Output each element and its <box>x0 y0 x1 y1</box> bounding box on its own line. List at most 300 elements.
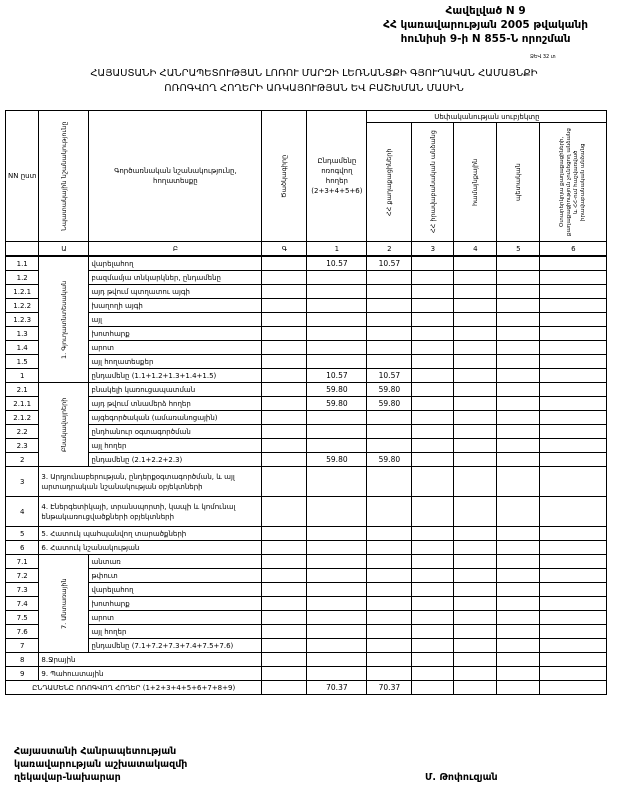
row-number: 1.4 <box>6 341 39 355</box>
value-cell <box>497 256 540 271</box>
code-cell <box>262 383 307 397</box>
value-cell <box>540 583 607 597</box>
value-cell <box>454 625 497 639</box>
row-number: 1.2.1 <box>6 285 39 299</box>
code-cell <box>262 299 307 313</box>
row-label: 3. Արդյունաբերության, ընդերքօգտագործման, և այլ արտադրական նշանակության օբյեկտների <box>39 467 262 497</box>
value-cell <box>262 497 307 527</box>
value-cell <box>497 639 540 653</box>
code-cell <box>262 271 307 285</box>
table-row <box>6 597 607 611</box>
own2-cell <box>367 299 412 313</box>
value-cell <box>540 467 607 497</box>
row-label: 5. Հատուկ պահպանվող տարածքների <box>39 527 262 541</box>
value-cell <box>497 653 540 667</box>
value-cell <box>307 555 367 569</box>
table-row <box>6 583 607 597</box>
value-cell <box>262 597 307 611</box>
value-cell <box>367 639 412 653</box>
code-cell <box>262 313 307 327</box>
row-label: բազմամյա տնկարկներ, ընդամենը <box>89 271 262 285</box>
value-cell <box>540 425 607 439</box>
value-cell <box>412 527 454 541</box>
value-cell <box>454 271 497 285</box>
table-row <box>6 527 607 541</box>
value-cell <box>497 313 540 327</box>
value-cell <box>412 285 454 299</box>
value-cell <box>540 271 607 285</box>
row-label: ընդհանուր օգտագործման <box>89 425 262 439</box>
total-cell <box>307 355 367 369</box>
value-cell <box>412 653 454 667</box>
value-cell <box>540 611 607 625</box>
value-cell <box>497 453 540 467</box>
index-cell: Բ <box>89 242 262 257</box>
row-number: 3 <box>6 467 39 497</box>
value-cell <box>454 527 497 541</box>
row-label: վարելահող <box>89 583 262 597</box>
value-cell <box>454 285 497 299</box>
row-number: 2.1.1 <box>6 397 39 411</box>
value-cell <box>412 583 454 597</box>
header-own3: ՀՀ իրավաբանական անձանց <box>428 130 437 234</box>
value-cell <box>497 467 540 497</box>
row-number: 1.2.3 <box>6 313 39 327</box>
index-cell: 2 <box>367 242 412 257</box>
value-cell <box>454 667 497 681</box>
value-cell <box>412 467 454 497</box>
total-cell <box>307 341 367 355</box>
table-row <box>6 383 607 397</box>
total-cell <box>307 327 367 341</box>
value-cell <box>497 541 540 555</box>
row-label: 6. Հատուկ նշանակության <box>39 541 262 555</box>
value-cell <box>412 597 454 611</box>
value-cell <box>454 383 497 397</box>
value-cell <box>307 597 367 611</box>
value-cell <box>497 341 540 355</box>
value-cell <box>454 397 497 411</box>
value-cell <box>454 411 497 425</box>
row-number: 7.5 <box>6 611 39 625</box>
value-cell <box>262 653 307 667</box>
code-cell <box>262 439 307 453</box>
index-cell <box>6 242 39 257</box>
value-cell <box>454 541 497 555</box>
value-cell <box>454 327 497 341</box>
index-cell: 3 <box>412 242 454 257</box>
total-cell: 70.37 <box>307 681 367 695</box>
code-cell <box>262 341 307 355</box>
value-cell <box>367 611 412 625</box>
value-cell <box>412 667 454 681</box>
value-cell <box>412 681 454 695</box>
table-row <box>6 256 607 271</box>
own2-cell: 59.80 <box>367 383 412 397</box>
value-cell <box>412 497 454 527</box>
total-cell <box>307 271 367 285</box>
table-row <box>6 411 607 425</box>
value-cell <box>540 527 607 541</box>
table-row <box>6 569 607 583</box>
code-cell <box>262 681 307 695</box>
value-cell <box>497 527 540 541</box>
value-cell <box>262 625 307 639</box>
index-cell: 6 <box>540 242 607 257</box>
total-cell: 59.80 <box>307 453 367 467</box>
value-cell <box>540 341 607 355</box>
table-row <box>6 653 607 667</box>
value-cell <box>367 667 412 681</box>
value-cell <box>262 467 307 497</box>
value-cell <box>412 611 454 625</box>
own2-cell <box>367 355 412 369</box>
total-cell: 59.80 <box>307 383 367 397</box>
row-number: 1.2 <box>6 271 39 285</box>
code-cell <box>262 453 307 467</box>
value-cell <box>367 597 412 611</box>
group-label: Բնակավայրերի <box>59 397 68 452</box>
row-label: խոտհարք <box>89 597 262 611</box>
value-cell <box>540 313 607 327</box>
total-cell <box>307 313 367 327</box>
value-cell <box>307 667 367 681</box>
value-cell <box>497 285 540 299</box>
code-cell <box>262 327 307 341</box>
value-cell <box>307 625 367 639</box>
signer-name: Մ. Թոփուզյան <box>425 772 498 783</box>
value-cell <box>540 299 607 313</box>
value-cell <box>262 569 307 583</box>
table-row <box>6 327 607 341</box>
total-cell <box>307 299 367 313</box>
value-cell <box>497 569 540 583</box>
value-cell <box>454 597 497 611</box>
group-label: 7. Անտառային <box>59 578 68 629</box>
value-cell <box>497 299 540 313</box>
value-cell <box>454 439 497 453</box>
value-cell <box>454 497 497 527</box>
own2-cell <box>367 411 412 425</box>
total-cell <box>307 439 367 453</box>
footer-line: կառավարության աշխատակազմի <box>14 759 188 770</box>
value-cell <box>497 411 540 425</box>
value-cell <box>307 467 367 497</box>
value-cell <box>540 439 607 453</box>
own2-cell <box>367 439 412 453</box>
total-cell: 10.57 <box>307 256 367 271</box>
value-cell <box>307 583 367 597</box>
own2-cell: 70.37 <box>367 681 412 695</box>
value-cell <box>497 555 540 569</box>
value-cell <box>307 569 367 583</box>
value-cell <box>454 313 497 327</box>
header-own2: ՀՀ քաղաքացիների <box>385 148 394 216</box>
row-label: այդ թվում պտղատու այգի <box>89 285 262 299</box>
value-cell <box>454 355 497 369</box>
row-label: այլ հողեր <box>89 439 262 453</box>
value-cell <box>454 369 497 383</box>
row-number: 2.3 <box>6 439 39 453</box>
row-number: 1.1 <box>6 256 39 271</box>
row-number: 5 <box>6 527 39 541</box>
code-cell <box>262 397 307 411</box>
table-row <box>6 541 607 555</box>
value-cell <box>412 569 454 583</box>
header-function: Գործառնական նշանակությունը, հողատեսքը <box>89 111 262 242</box>
header-total: Ընդամենը ոռոգվող հողեր (2+3+4+5+6) <box>307 111 367 242</box>
value-cell <box>412 397 454 411</box>
value-cell <box>412 355 454 369</box>
value-cell <box>307 527 367 541</box>
value-cell <box>412 541 454 555</box>
row-number: 8 <box>6 653 39 667</box>
title-line: ՈՌՈԳՎՈՂ ՀՈՂԵՐԻ ԱՌԿԱՅՈՒԹՅԱՆ ԵՎ ԲԱՇԽՄԱՆ ՄԱՍԻՆ <box>164 83 464 94</box>
header-line: ՀՀ կառավարության 2005 թվականի <box>383 19 588 31</box>
value-cell <box>497 497 540 527</box>
value-cell <box>262 667 307 681</box>
value-cell <box>454 555 497 569</box>
value-cell <box>454 653 497 667</box>
header-category: Նպատակային նշանակությունը <box>59 121 68 231</box>
row-number: 4 <box>6 497 39 527</box>
table-row <box>6 625 607 639</box>
value-cell <box>540 497 607 527</box>
total-cell <box>307 425 367 439</box>
value-cell <box>540 541 607 555</box>
table-row <box>6 439 607 453</box>
header-ownership: Սեփականության սուբյեկտը <box>367 111 607 123</box>
value-cell <box>540 411 607 425</box>
table-row <box>6 285 607 299</box>
value-cell <box>262 583 307 597</box>
value-cell <box>412 411 454 425</box>
row-label: 4. Էներգետիկայի, տրանսպորտի, կապի և կոմունալ ենթակառուցվածքների օբյեկտների <box>39 497 262 527</box>
value-cell <box>540 453 607 467</box>
value-cell <box>412 369 454 383</box>
value-cell <box>497 667 540 681</box>
value-cell <box>262 541 307 555</box>
value-cell <box>540 285 607 299</box>
appendix-header <box>383 4 588 46</box>
value-cell <box>497 597 540 611</box>
value-cell <box>367 625 412 639</box>
value-cell <box>454 467 497 497</box>
table-row <box>6 355 607 369</box>
grand-total-label: ԸՆԴԱՄԵՆԸ ՈՌՈԳՎՈՂ ՀՈՂԵՐ (1+2+3+4+5+6+7+8+9) <box>6 681 262 695</box>
value-cell <box>497 369 540 383</box>
row-number: 2 <box>6 453 39 467</box>
own2-cell <box>367 313 412 327</box>
row-number: 7.1 <box>6 555 39 569</box>
value-cell <box>540 653 607 667</box>
value-cell <box>454 256 497 271</box>
value-cell <box>540 397 607 411</box>
value-cell <box>367 497 412 527</box>
document-title <box>0 66 628 96</box>
value-cell <box>497 439 540 453</box>
value-cell <box>540 597 607 611</box>
header-own4: համայնքային <box>471 158 480 206</box>
group-label: 1. Գյուղատնտեսական <box>59 280 68 359</box>
row-label: 8.Ջրային <box>39 653 262 667</box>
footer-line: ղեկավար-նախարար <box>14 772 121 783</box>
table-row <box>6 425 607 439</box>
value-cell <box>367 541 412 555</box>
row-label: այլ հողեր <box>89 625 262 639</box>
value-cell <box>540 569 607 583</box>
value-cell <box>367 555 412 569</box>
own2-cell <box>367 271 412 285</box>
header-own6: Օտարերկրյա քաղաքացիների, քաղաքացիություն չունեցող անձանց և ՀՀ-ում հաշվառված իրավաբանական անձանց <box>559 128 587 236</box>
row-label: անտառ <box>89 555 262 569</box>
header-line: Հավելված N 9 <box>445 5 526 17</box>
value-cell <box>367 467 412 497</box>
row-number: 1.5 <box>6 355 39 369</box>
table-row <box>6 341 607 355</box>
header-code: Ծածկագիրը <box>280 154 289 198</box>
value-cell <box>412 341 454 355</box>
row-number: 2.1 <box>6 383 39 397</box>
value-cell <box>367 583 412 597</box>
row-number: 7.2 <box>6 569 39 583</box>
total-cell: 10.57 <box>307 369 367 383</box>
value-cell <box>454 611 497 625</box>
code-cell <box>262 425 307 439</box>
table-row <box>6 369 607 383</box>
value-cell <box>497 625 540 639</box>
row-number: 7 <box>6 639 39 653</box>
title-line: ՀԱՅԱՍՏԱՆԻ ՀԱՆՐԱՊԵՏՈՒԹՅԱՆ ԼՈՌՈՒ ՄԱՐԶԻ ԼԵՌՆԱՆՑՔԻ ԳՅՈՒՂԱԿԱՆ ՀԱՄԱՅՆՔԻ <box>90 68 538 79</box>
value-cell <box>540 256 607 271</box>
table-row <box>6 271 607 285</box>
header-line: հունիսի 9-ի N 855-Ն որոշման <box>400 33 571 45</box>
value-cell <box>497 271 540 285</box>
total-cell <box>307 285 367 299</box>
code-cell <box>262 369 307 383</box>
value-cell <box>454 425 497 439</box>
value-cell <box>412 256 454 271</box>
value-cell <box>307 497 367 527</box>
value-cell <box>497 681 540 695</box>
row-number: 7.4 <box>6 597 39 611</box>
code-cell <box>262 411 307 425</box>
value-cell <box>412 453 454 467</box>
value-cell <box>540 369 607 383</box>
own2-cell <box>367 327 412 341</box>
value-cell <box>412 299 454 313</box>
value-cell <box>412 425 454 439</box>
row-label: ընդամենը (7.1+7.2+7.3+7.4+7.5+7.6) <box>89 639 262 653</box>
value-cell <box>367 569 412 583</box>
code-cell <box>262 256 307 271</box>
table-row <box>6 667 607 681</box>
value-cell <box>497 583 540 597</box>
row-label: այլ <box>89 313 262 327</box>
row-number: 2.2 <box>6 425 39 439</box>
value-cell <box>307 541 367 555</box>
value-cell <box>367 527 412 541</box>
value-cell <box>497 611 540 625</box>
value-cell <box>367 653 412 667</box>
table-row <box>6 611 607 625</box>
row-label: խոտհարք <box>89 327 262 341</box>
value-cell <box>454 639 497 653</box>
value-cell <box>497 327 540 341</box>
value-cell <box>262 611 307 625</box>
value-cell <box>412 555 454 569</box>
row-number: 7.3 <box>6 583 39 597</box>
row-number: 7.6 <box>6 625 39 639</box>
table-row <box>6 299 607 313</box>
value-cell <box>497 397 540 411</box>
index-cell: 5 <box>497 242 540 257</box>
header-own5: պետական <box>514 163 523 201</box>
value-cell <box>454 681 497 695</box>
value-cell <box>454 569 497 583</box>
value-cell <box>540 555 607 569</box>
row-label: այդ թվում տնամերձ հողեր <box>89 397 262 411</box>
row-label: ընդամենը (2.1+2.2+2.3) <box>89 453 262 467</box>
value-cell <box>540 681 607 695</box>
row-number: 1 <box>6 369 39 383</box>
value-cell <box>540 667 607 681</box>
value-cell <box>540 639 607 653</box>
row-label: վարելահող <box>89 256 262 271</box>
index-cell: Գ <box>262 242 307 257</box>
value-cell <box>262 527 307 541</box>
value-cell <box>540 327 607 341</box>
own2-cell: 10.57 <box>367 256 412 271</box>
row-number: 6 <box>6 541 39 555</box>
value-cell <box>540 625 607 639</box>
land-table <box>5 110 607 695</box>
value-cell <box>412 639 454 653</box>
value-cell <box>307 611 367 625</box>
value-cell <box>412 625 454 639</box>
own2-cell <box>367 341 412 355</box>
value-cell <box>262 555 307 569</box>
code-cell <box>262 355 307 369</box>
row-label: 9. Պահուստային <box>39 667 262 681</box>
own2-cell: 59.80 <box>367 397 412 411</box>
row-label: արոտ <box>89 341 262 355</box>
code-cell <box>262 285 307 299</box>
value-cell <box>497 355 540 369</box>
value-cell <box>540 383 607 397</box>
row-number: 1.2.2 <box>6 299 39 313</box>
own2-cell: 10.57 <box>367 369 412 383</box>
row-label: այլ հողատեսքեր <box>89 355 262 369</box>
table-row <box>6 397 607 411</box>
table-row <box>6 313 607 327</box>
value-cell <box>412 327 454 341</box>
footer-line: Հայաստանի Հանրապետության <box>14 746 177 757</box>
row-number: 2.1.2 <box>6 411 39 425</box>
own2-cell <box>367 285 412 299</box>
row-number: 1.3 <box>6 327 39 341</box>
index-cell: 4 <box>454 242 497 257</box>
total-cell <box>307 411 367 425</box>
table-row <box>6 497 607 527</box>
index-cell: 1 <box>307 242 367 257</box>
own2-cell: 59.80 <box>367 453 412 467</box>
value-cell <box>454 583 497 597</box>
table-row <box>6 639 607 653</box>
value-cell <box>454 341 497 355</box>
row-number: 9 <box>6 667 39 681</box>
own2-cell <box>367 425 412 439</box>
